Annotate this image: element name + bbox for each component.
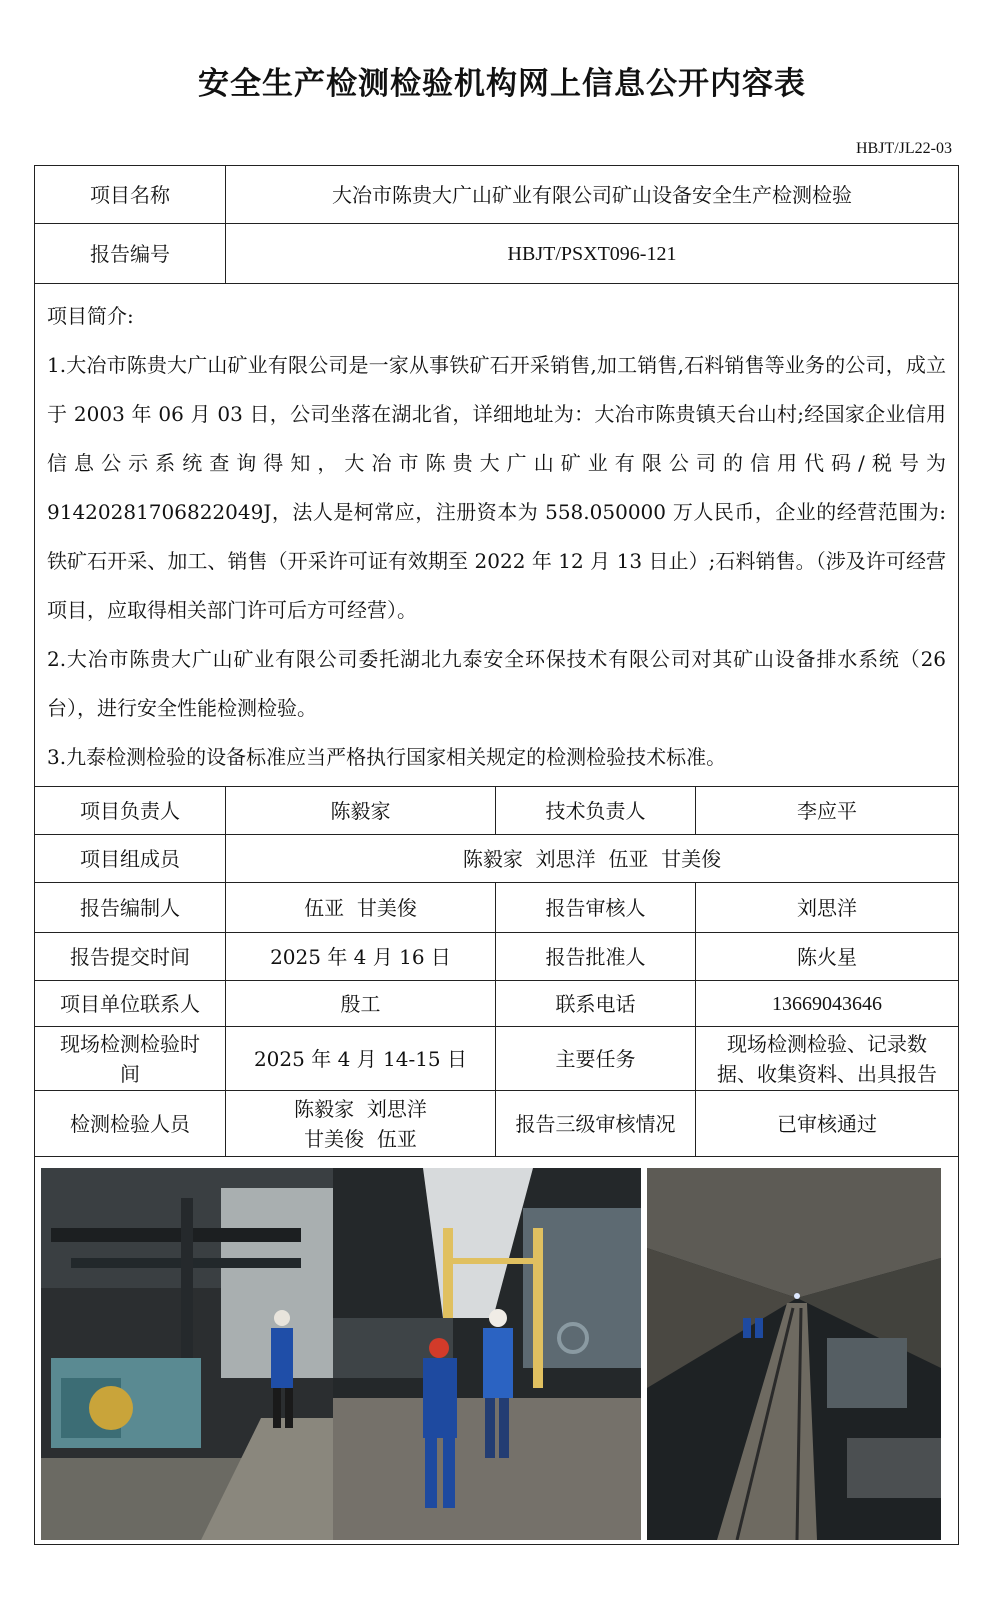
intro-paragraph-2: 2.大冶市陈贵大广山矿业有限公司委托湖北九泰安全环保技术有限公司对其矿山设备排水系统（26 台），进行安全性能检测检验。	[47, 647, 947, 720]
reviewer-label: 报告审核人	[496, 883, 696, 933]
tech-leader-label: 技术负责人	[496, 787, 696, 835]
row-photos	[35, 1157, 959, 1545]
phone-label: 联系电话	[496, 981, 696, 1027]
submit-time-label: 报告提交时间	[35, 933, 226, 981]
project-name-value: 大冶市陈贵大广山矿业有限公司矿山设备安全生产检测检验	[226, 166, 959, 224]
site-time-label-line-2: 间	[120, 1061, 140, 1086]
inspectors-value-line-2: 甘美俊 伍亚	[304, 1126, 417, 1151]
members-label: 项目组成员	[35, 835, 226, 883]
info-table	[34, 165, 959, 1545]
form-code: HBJT/JL22-03	[856, 140, 952, 157]
row-site-time	[35, 1027, 959, 1091]
site-photo-3	[647, 1168, 941, 1540]
tech-leader-value: 李应平	[696, 787, 959, 835]
intro-paragraph-3: 3.九泰检测检验的设备标准应当严格执行国家相关规定的检测检验技术标准。	[47, 745, 727, 769]
site-time-label	[35, 1027, 226, 1091]
row-report-no	[35, 224, 959, 284]
intro-paragraph-1: 1.大冶市陈贵大广山矿业有限公司是一家从事铁矿石开采销售,加工销售,石料销售等业务的公司，成立于 2003 年 06 月 03 日，公司坐落在湖北省，详细地址为：大冶市陈贵镇天台山村;经国家企业信用信息公示系统查询得知，大冶市陈贵大广山矿业有限公司的信用代码/税号为 91420281706822049J，法人是柯常应，注册资本为 558.050000 万人民币，企业的经营范围为:铁矿石开采、加工、销售（开采许可证有效期至 2022 年 12 月 13 日止）;石料销售。（涉及许可经营项目，应取得相关部门许可后方可经营）。	[47, 353, 947, 622]
report-no-label: 报告编号	[35, 224, 226, 284]
submit-time-value: 2025 年 4 月 16 日	[226, 933, 496, 981]
task-value	[696, 1027, 959, 1091]
reviewer-value: 刘思洋	[696, 883, 959, 933]
row-submit	[35, 933, 959, 981]
site-time-value: 2025 年 4 月 14-15 日	[226, 1027, 496, 1091]
project-intro	[35, 284, 959, 787]
task-value-line-2: 据、收集资料、出具报告	[717, 1061, 937, 1086]
row-contact	[35, 981, 959, 1027]
row-project-name	[35, 166, 959, 224]
review-value: 已审核通过	[696, 1091, 959, 1157]
leader-label: 项目负责人	[35, 787, 226, 835]
approver-value: 陈火星	[696, 933, 959, 981]
task-label: 主要任务	[496, 1027, 696, 1091]
inspectors-value-line-1: 陈毅家 刘思洋	[294, 1096, 427, 1121]
site-photo-1	[41, 1168, 337, 1540]
review-label: 报告三级审核情况	[496, 1091, 696, 1157]
project-name-label: 项目名称	[35, 166, 226, 224]
contact-value: 殷工	[226, 981, 496, 1027]
inspectors-label: 检测检验人员	[35, 1091, 226, 1157]
members-value: 陈毅家 刘思洋 伍亚 甘美俊	[226, 835, 959, 883]
photos-cell	[35, 1157, 959, 1545]
row-leaders	[35, 787, 959, 835]
approver-label: 报告批准人	[496, 933, 696, 981]
compiler-value: 伍亚 甘美俊	[226, 883, 496, 933]
report-no-value: HBJT/PSXT096-121	[226, 224, 959, 284]
intro-heading: 项目简介:	[47, 304, 134, 328]
task-value-line-1: 现场检测检验、记录数	[727, 1031, 927, 1056]
phone-value: 13669043646	[696, 981, 959, 1027]
site-photo-2	[333, 1168, 641, 1540]
row-members	[35, 835, 959, 883]
row-compile	[35, 883, 959, 933]
inspectors-value	[226, 1091, 496, 1157]
site-time-label-line-1: 现场检测检验时	[60, 1031, 200, 1056]
compiler-label: 报告编制人	[35, 883, 226, 933]
row-intro	[35, 284, 959, 787]
contact-label: 项目单位联系人	[35, 981, 226, 1027]
leader-value: 陈毅家	[226, 787, 496, 835]
page-title: 安全生产检测检验机构网上信息公开内容表	[198, 66, 806, 102]
row-inspectors	[35, 1091, 959, 1157]
